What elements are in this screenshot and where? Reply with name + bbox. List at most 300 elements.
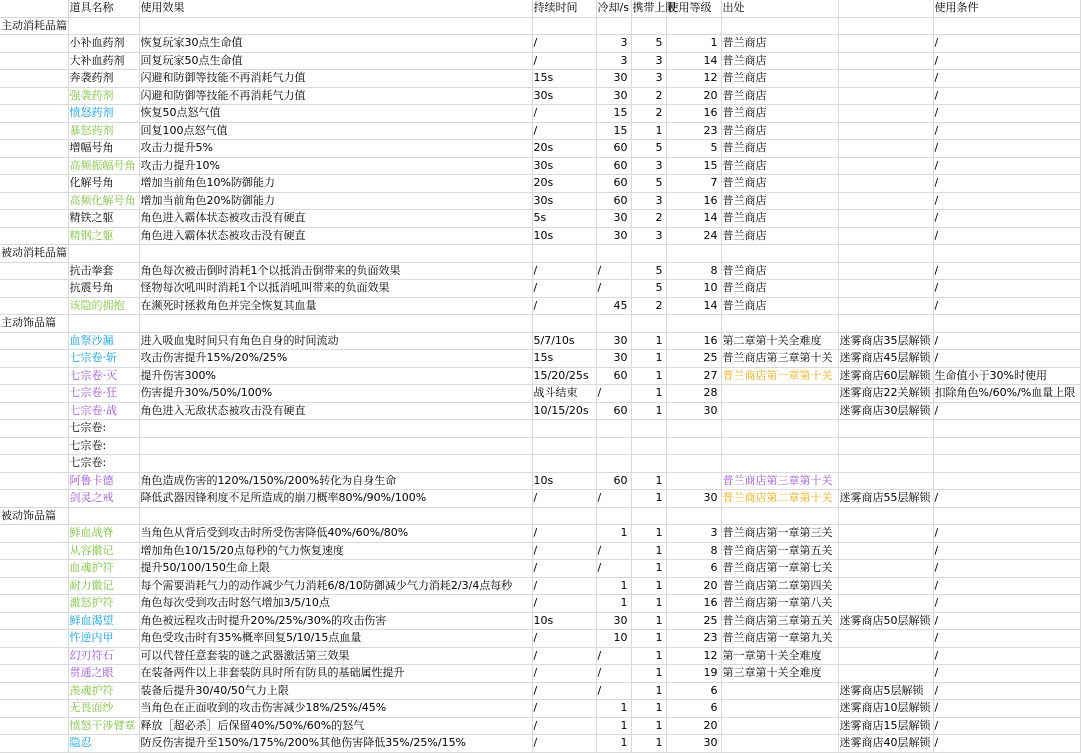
cooldown-cell: 30 bbox=[596, 612, 631, 630]
use-condition-cell: / bbox=[933, 157, 1080, 175]
item-name-cell: 强袭药剂 bbox=[68, 87, 139, 105]
carry-limit-cell: 1 bbox=[631, 350, 666, 368]
carry-limit-cell: 5 bbox=[631, 280, 666, 298]
header-duration: 持续时间 bbox=[532, 0, 596, 17]
empty-cell bbox=[532, 507, 596, 525]
empty-cell bbox=[68, 245, 139, 263]
duration-cell: 5s bbox=[532, 210, 596, 228]
use-condition-cell: 生命值小于30%时使用 bbox=[933, 367, 1080, 385]
use-level-cell: 8 bbox=[666, 262, 721, 280]
source-2-cell bbox=[838, 297, 933, 315]
row-gutter-cell bbox=[0, 595, 68, 613]
section-row bbox=[0, 507, 1080, 525]
cooldown-cell: / bbox=[596, 665, 631, 683]
duration-cell bbox=[532, 437, 596, 455]
cooldown-cell: 1 bbox=[596, 595, 631, 613]
duration-cell: 10/15/20s bbox=[532, 402, 596, 420]
source-cell: 普兰商店 bbox=[721, 175, 838, 193]
item-name-cell: 暴怒药剂 bbox=[68, 122, 139, 140]
cooldown-cell bbox=[596, 437, 631, 455]
carry-limit-cell: 1 bbox=[631, 402, 666, 420]
source-2-cell bbox=[838, 560, 933, 578]
source-cell: 普兰商店第一章第三关 bbox=[721, 525, 838, 543]
effect-cell: 每个需要消耗气力的动作减少气力消耗6/8/10防御减少气力消耗2/3/4点每秒 bbox=[139, 577, 532, 595]
source-cell: 第三章第十关全难度 bbox=[721, 665, 838, 683]
use-condition-cell: 扣除角色%/60%/%血量上限 bbox=[933, 385, 1080, 403]
source-cell: 普兰商店 bbox=[721, 70, 838, 88]
source-2-cell: 迷雾商店40层解锁 bbox=[838, 735, 933, 753]
source-2-cell bbox=[838, 647, 933, 665]
duration-cell: 15s bbox=[532, 350, 596, 368]
effect-cell: 增加角色10/15/20点每秒的气力恢复速度 bbox=[139, 542, 532, 560]
use-level-cell: 27 bbox=[666, 367, 721, 385]
effect-cell: 提升伤害300% bbox=[139, 367, 532, 385]
table-row bbox=[0, 367, 1080, 385]
carry-limit-cell: 1 bbox=[631, 560, 666, 578]
empty-cell bbox=[532, 17, 596, 35]
duration-cell: / bbox=[532, 682, 596, 700]
use-condition-cell bbox=[933, 455, 1080, 473]
source-2-cell bbox=[838, 105, 933, 123]
use-level-cell bbox=[666, 437, 721, 455]
source-cell: 普兰商店 bbox=[721, 280, 838, 298]
empty-cell bbox=[666, 315, 721, 333]
use-level-cell: 3 bbox=[666, 525, 721, 543]
cooldown-cell: 60 bbox=[596, 192, 631, 210]
table-row bbox=[0, 140, 1080, 158]
row-gutter-cell bbox=[0, 157, 68, 175]
source-2-cell bbox=[838, 122, 933, 140]
table-row bbox=[0, 665, 1080, 683]
cooldown-cell: 30 bbox=[596, 210, 631, 228]
source-cell: 第二章第十关全难度 bbox=[721, 332, 838, 350]
table-row bbox=[0, 385, 1080, 403]
effect-cell: 在濒死时拯救角色并完全恢复其血量 bbox=[139, 297, 532, 315]
effect-cell bbox=[139, 420, 532, 438]
source-2-cell bbox=[838, 455, 933, 473]
source-2-cell bbox=[838, 665, 933, 683]
source-cell: 普兰商店 bbox=[721, 122, 838, 140]
source-2-cell bbox=[838, 70, 933, 88]
use-level-cell: 20 bbox=[666, 717, 721, 735]
source-2-cell bbox=[838, 192, 933, 210]
source-cell: 普兰商店第一章第十关 bbox=[721, 367, 838, 385]
cooldown-cell: 60 bbox=[596, 140, 631, 158]
use-level-cell: 24 bbox=[666, 227, 721, 245]
row-gutter-cell bbox=[0, 525, 68, 543]
use-level-cell bbox=[666, 455, 721, 473]
header-item-name: 道具名称 bbox=[68, 0, 139, 17]
duration-cell: / bbox=[532, 577, 596, 595]
carry-limit-cell: 2 bbox=[631, 297, 666, 315]
item-name-cell: 大补血药剂 bbox=[68, 52, 139, 70]
item-name-cell: 鲜血渴望 bbox=[68, 612, 139, 630]
table-row bbox=[0, 402, 1080, 420]
duration-cell: 30s bbox=[532, 192, 596, 210]
carry-limit-cell: 2 bbox=[631, 210, 666, 228]
source-cell bbox=[721, 437, 838, 455]
row-gutter-cell bbox=[0, 717, 68, 735]
row-gutter-cell bbox=[0, 437, 68, 455]
cooldown-cell: / bbox=[596, 385, 631, 403]
item-name-cell: 化解号角 bbox=[68, 175, 139, 193]
carry-limit-cell: 3 bbox=[631, 157, 666, 175]
effect-cell: 进入吸血鬼时间只有角色自身的时间流动 bbox=[139, 332, 532, 350]
empty-cell bbox=[933, 315, 1080, 333]
item-name-cell: 小补血药剂 bbox=[68, 35, 139, 53]
effect-cell: 在装备两件以上非套装防具时所有防具的基础属性提升 bbox=[139, 665, 532, 683]
duration-cell: 30s bbox=[532, 87, 596, 105]
source-cell bbox=[721, 735, 838, 753]
cooldown-cell: 60 bbox=[596, 472, 631, 490]
use-level-cell: 30 bbox=[666, 402, 721, 420]
table-row bbox=[0, 280, 1080, 298]
table-row bbox=[0, 105, 1080, 123]
table-row bbox=[0, 227, 1080, 245]
effect-cell: 角色被远程攻击时提升20%/25%/30%的攻击伤害 bbox=[139, 612, 532, 630]
source-cell: 普兰商店第三章第五关 bbox=[721, 612, 838, 630]
source-cell: 普兰商店第一章第五关 bbox=[721, 542, 838, 560]
effect-cell: 角色进入霸体状态被攻击没有硬直 bbox=[139, 210, 532, 228]
use-level-cell: 16 bbox=[666, 105, 721, 123]
item-name-cell: 七宗卷·灭 bbox=[68, 367, 139, 385]
table-row bbox=[0, 647, 1080, 665]
duration-cell: / bbox=[532, 280, 596, 298]
use-level-cell: 10 bbox=[666, 280, 721, 298]
carry-limit-cell: 1 bbox=[631, 682, 666, 700]
use-condition-cell: / bbox=[933, 175, 1080, 193]
cooldown-cell: / bbox=[596, 682, 631, 700]
carry-limit-cell: 1 bbox=[631, 490, 666, 508]
row-gutter-cell bbox=[0, 472, 68, 490]
cooldown-cell: 10 bbox=[596, 630, 631, 648]
item-name-cell: 七宗卷·狂 bbox=[68, 385, 139, 403]
duration-cell: 15s bbox=[532, 70, 596, 88]
source-cell: 普兰商店 bbox=[721, 105, 838, 123]
item-name-cell: 无畏面纱 bbox=[68, 700, 139, 718]
cooldown-cell: 30 bbox=[596, 332, 631, 350]
item-name-cell: 高频振幅号角 bbox=[68, 157, 139, 175]
header-use-level: 使用等级 bbox=[666, 0, 721, 17]
row-gutter-cell bbox=[0, 490, 68, 508]
carry-limit-cell bbox=[631, 437, 666, 455]
duration-cell: / bbox=[532, 490, 596, 508]
use-condition-cell: / bbox=[933, 577, 1080, 595]
carry-limit-cell: 1 bbox=[631, 577, 666, 595]
use-level-cell: 30 bbox=[666, 490, 721, 508]
cooldown-cell: / bbox=[596, 280, 631, 298]
use-condition-cell: / bbox=[933, 332, 1080, 350]
header-effect: 使用效果 bbox=[139, 0, 532, 17]
empty-cell bbox=[139, 507, 532, 525]
table-row bbox=[0, 157, 1080, 175]
section-row bbox=[0, 17, 1080, 35]
row-gutter-cell bbox=[0, 87, 68, 105]
carry-limit-cell: 5 bbox=[631, 175, 666, 193]
header-source: 出处 bbox=[721, 0, 838, 17]
use-condition-cell: / bbox=[933, 70, 1080, 88]
source-cell: 普兰商店 bbox=[721, 157, 838, 175]
effect-cell: 增加当前角色10%防御能力 bbox=[139, 175, 532, 193]
item-name-cell: 鲜血战脊 bbox=[68, 525, 139, 543]
use-level-cell: 12 bbox=[666, 647, 721, 665]
source-2-cell bbox=[838, 577, 933, 595]
carry-limit-cell: 1 bbox=[631, 332, 666, 350]
effect-cell: 释放［超必杀］后保留40%/50%/60%的怒气 bbox=[139, 717, 532, 735]
source-cell: 普兰商店 bbox=[721, 262, 838, 280]
source-cell bbox=[721, 420, 838, 438]
item-name-cell: 贯通之眼 bbox=[68, 665, 139, 683]
table-row bbox=[0, 595, 1080, 613]
empty-cell bbox=[532, 315, 596, 333]
use-level-cell: 6 bbox=[666, 560, 721, 578]
use-level-cell: 20 bbox=[666, 577, 721, 595]
header-cell bbox=[838, 0, 933, 17]
empty-cell bbox=[139, 17, 532, 35]
row-gutter-cell bbox=[0, 175, 68, 193]
source-2-cell bbox=[838, 87, 933, 105]
row-gutter-cell bbox=[0, 402, 68, 420]
duration-cell bbox=[532, 455, 596, 473]
source-cell: 普兰商店第二章第四关 bbox=[721, 577, 838, 595]
empty-cell bbox=[666, 507, 721, 525]
table-row bbox=[0, 87, 1080, 105]
item-name-cell: 忤逆内甲 bbox=[68, 630, 139, 648]
item-name-cell: 血魂护符 bbox=[68, 560, 139, 578]
use-condition-cell: / bbox=[933, 665, 1080, 683]
header-cell bbox=[0, 0, 68, 17]
source-2-cell bbox=[838, 630, 933, 648]
duration-cell: / bbox=[532, 647, 596, 665]
row-gutter-cell bbox=[0, 577, 68, 595]
row-gutter-cell bbox=[0, 280, 68, 298]
cooldown-cell: / bbox=[596, 647, 631, 665]
empty-cell bbox=[596, 315, 631, 333]
source-cell bbox=[721, 402, 838, 420]
use-level-cell: 14 bbox=[666, 210, 721, 228]
use-level-cell: 25 bbox=[666, 612, 721, 630]
carry-limit-cell: 1 bbox=[631, 367, 666, 385]
source-2-cell: 迷雾商店35层解锁 bbox=[838, 332, 933, 350]
effect-cell: 恢复50点怒气值 bbox=[139, 105, 532, 123]
empty-cell bbox=[631, 507, 666, 525]
item-name-cell: 羡魂护符 bbox=[68, 682, 139, 700]
table-row bbox=[0, 35, 1080, 53]
table-row bbox=[0, 192, 1080, 210]
empty-cell bbox=[721, 17, 838, 35]
use-level-cell: 14 bbox=[666, 52, 721, 70]
row-gutter-cell bbox=[0, 105, 68, 123]
carry-limit-cell: 1 bbox=[631, 595, 666, 613]
use-level-cell: 23 bbox=[666, 630, 721, 648]
effect-cell: 角色每次受到攻击时怒气增加3/5/10点 bbox=[139, 595, 532, 613]
duration-cell: / bbox=[532, 665, 596, 683]
use-condition-cell: / bbox=[933, 122, 1080, 140]
use-level-cell: 14 bbox=[666, 297, 721, 315]
duration-cell: 10s bbox=[532, 612, 596, 630]
effect-cell: 装备后提升30/40/50气力上限 bbox=[139, 682, 532, 700]
use-level-cell: 23 bbox=[666, 122, 721, 140]
use-condition-cell: / bbox=[933, 682, 1080, 700]
item-name-cell: 阿鲁卡德 bbox=[68, 472, 139, 490]
empty-cell bbox=[838, 17, 933, 35]
effect-cell: 可以代替任意套装的谜之武器激活第三效果 bbox=[139, 647, 532, 665]
item-name-cell: 奔袭药剂 bbox=[68, 70, 139, 88]
carry-limit-cell: 5 bbox=[631, 35, 666, 53]
effect-cell: 怪物每次吼叫时消耗1个以抵消吼叫带来的负面效果 bbox=[139, 280, 532, 298]
item-name-cell: 隐忍 bbox=[68, 735, 139, 753]
cooldown-cell: 45 bbox=[596, 297, 631, 315]
row-gutter-cell bbox=[0, 665, 68, 683]
effect-cell: 角色受攻击时有35%概率回复5/10/15点血量 bbox=[139, 630, 532, 648]
cooldown-cell: / bbox=[596, 262, 631, 280]
use-condition-cell bbox=[933, 472, 1080, 490]
use-condition-cell: / bbox=[933, 105, 1080, 123]
source-cell: 普兰商店第三章第十关 bbox=[721, 350, 838, 368]
effect-cell: 当角色在正面收到的攻击伤害减少18%/25%/45% bbox=[139, 700, 532, 718]
carry-limit-cell: 1 bbox=[631, 665, 666, 683]
source-cell bbox=[721, 700, 838, 718]
section-title: 被动消耗品篇 bbox=[0, 245, 68, 263]
duration-cell: / bbox=[532, 717, 596, 735]
section-title: 主动饰品篇 bbox=[0, 315, 68, 333]
source-cell: 普兰商店 bbox=[721, 210, 838, 228]
table-row bbox=[0, 577, 1080, 595]
empty-cell bbox=[838, 315, 933, 333]
carry-limit-cell: 1 bbox=[631, 735, 666, 753]
duration-cell: / bbox=[532, 700, 596, 718]
carry-limit-cell: 1 bbox=[631, 630, 666, 648]
use-condition-cell: / bbox=[933, 402, 1080, 420]
source-2-cell bbox=[838, 262, 933, 280]
source-cell: 普兰商店 bbox=[721, 227, 838, 245]
empty-cell bbox=[721, 315, 838, 333]
table-row bbox=[0, 472, 1080, 490]
row-gutter-cell bbox=[0, 560, 68, 578]
section-row bbox=[0, 245, 1080, 263]
duration-cell: / bbox=[532, 525, 596, 543]
cooldown-cell: 30 bbox=[596, 70, 631, 88]
empty-cell bbox=[68, 507, 139, 525]
item-name-cell: 剑灵之戒 bbox=[68, 490, 139, 508]
empty-cell bbox=[721, 507, 838, 525]
carry-limit-cell: 3 bbox=[631, 192, 666, 210]
source-cell: 普兰商店第一章第八关 bbox=[721, 595, 838, 613]
cooldown-cell: / bbox=[596, 560, 631, 578]
table-row bbox=[0, 735, 1080, 753]
source-cell bbox=[721, 682, 838, 700]
empty-cell bbox=[139, 315, 532, 333]
row-gutter-cell bbox=[0, 612, 68, 630]
table-row bbox=[0, 175, 1080, 193]
carry-limit-cell: 3 bbox=[631, 227, 666, 245]
empty-cell bbox=[838, 245, 933, 263]
item-name-cell: 七宗卷: bbox=[68, 420, 139, 438]
use-level-cell: 1 bbox=[666, 35, 721, 53]
item-name-cell: 抗震号角 bbox=[68, 280, 139, 298]
cooldown-cell: / bbox=[596, 490, 631, 508]
empty-cell bbox=[933, 17, 1080, 35]
use-condition-cell: / bbox=[933, 192, 1080, 210]
duration-cell: 15/20/25s bbox=[532, 367, 596, 385]
source-2-cell bbox=[838, 525, 933, 543]
table-row bbox=[0, 700, 1080, 718]
carry-limit-cell: 1 bbox=[631, 717, 666, 735]
duration-cell: / bbox=[532, 542, 596, 560]
carry-limit-cell: 1 bbox=[631, 647, 666, 665]
carry-limit-cell: 1 bbox=[631, 525, 666, 543]
duration-cell: 10s bbox=[532, 472, 596, 490]
row-gutter-cell bbox=[0, 385, 68, 403]
carry-limit-cell bbox=[631, 455, 666, 473]
effect-cell: 闪避和防御等技能不再消耗气力值 bbox=[139, 87, 532, 105]
empty-cell bbox=[596, 507, 631, 525]
use-level-cell: 12 bbox=[666, 70, 721, 88]
cooldown-cell bbox=[596, 455, 631, 473]
empty-cell bbox=[933, 245, 1080, 263]
row-gutter-cell bbox=[0, 682, 68, 700]
row-gutter-cell bbox=[0, 35, 68, 53]
item-name-cell: 激怒护符 bbox=[68, 595, 139, 613]
effect-cell: 防反伤害提升至150%/175%/200%其他伤害降低35%/25%/15% bbox=[139, 735, 532, 753]
source-2-cell bbox=[838, 140, 933, 158]
source-2-cell bbox=[838, 595, 933, 613]
use-condition-cell: / bbox=[933, 560, 1080, 578]
section-row bbox=[0, 315, 1080, 333]
duration-cell: / bbox=[532, 630, 596, 648]
cooldown-cell: 15 bbox=[596, 122, 631, 140]
empty-cell bbox=[68, 315, 139, 333]
header-use-condition: 使用条件 bbox=[933, 0, 1080, 17]
table-row bbox=[0, 542, 1080, 560]
effect-cell: 增加当前角色20%防御能力 bbox=[139, 192, 532, 210]
use-condition-cell: / bbox=[933, 280, 1080, 298]
use-level-cell: 15 bbox=[666, 157, 721, 175]
source-2-cell: 迷雾商店30层解锁 bbox=[838, 402, 933, 420]
use-level-cell: 16 bbox=[666, 332, 721, 350]
source-cell bbox=[721, 717, 838, 735]
carry-limit-cell: 5 bbox=[631, 262, 666, 280]
carry-limit-cell: 3 bbox=[631, 52, 666, 70]
source-cell: 普兰商店第二章第十关 bbox=[721, 490, 838, 508]
cooldown-cell: 3 bbox=[596, 35, 631, 53]
duration-cell: / bbox=[532, 52, 596, 70]
use-condition-cell: / bbox=[933, 262, 1080, 280]
cooldown-cell: 60 bbox=[596, 175, 631, 193]
cooldown-cell: 1 bbox=[596, 577, 631, 595]
section-title: 主动消耗品篇 bbox=[0, 17, 68, 35]
use-condition-cell bbox=[933, 437, 1080, 455]
carry-limit-cell: 3 bbox=[631, 70, 666, 88]
effect-cell: 恢复玩家30点生命值 bbox=[139, 35, 532, 53]
cooldown-cell bbox=[596, 420, 631, 438]
source-2-cell bbox=[838, 35, 933, 53]
carry-limit-cell: 1 bbox=[631, 122, 666, 140]
row-gutter-cell bbox=[0, 735, 68, 753]
item-name-cell: 增幅号角 bbox=[68, 140, 139, 158]
use-condition-cell: / bbox=[933, 735, 1080, 753]
source-2-cell: 迷雾商店60层解锁 bbox=[838, 367, 933, 385]
row-gutter-cell bbox=[0, 367, 68, 385]
item-name-cell: 愤怒干涉臂章 bbox=[68, 717, 139, 735]
source-cell: 普兰商店 bbox=[721, 87, 838, 105]
effect-cell bbox=[139, 455, 532, 473]
empty-cell bbox=[139, 245, 532, 263]
cooldown-cell: 60 bbox=[596, 402, 631, 420]
duration-cell bbox=[532, 420, 596, 438]
use-level-cell bbox=[666, 472, 721, 490]
empty-cell bbox=[532, 245, 596, 263]
